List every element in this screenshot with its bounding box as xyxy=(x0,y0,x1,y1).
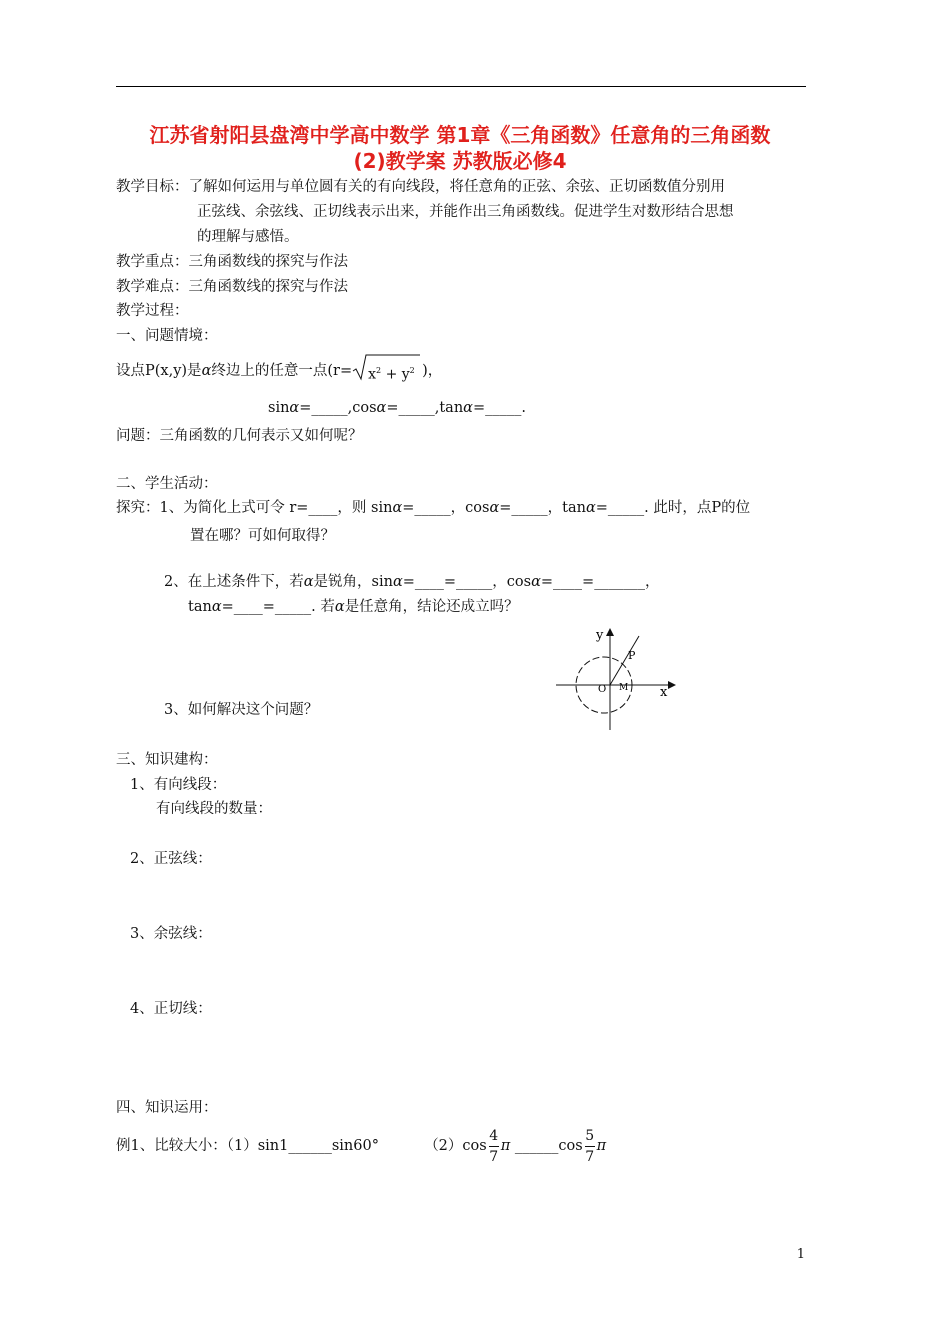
origin-label: O xyxy=(598,684,607,695)
key-point: 教学重点：三角函数线的探究与作法 xyxy=(116,254,348,270)
section3-item3: 3、余弦线： xyxy=(130,926,212,942)
header-rule xyxy=(116,86,806,87)
explore2-line2: tanα=____=_____. 若α是任意角，结论还成立吗？ xyxy=(188,599,519,615)
unit-circle-figure xyxy=(552,624,682,734)
fraction-5-7: $\frac{5}{7}$ xyxy=(585,1127,595,1165)
process-label: 教学过程： xyxy=(116,303,189,319)
section3-heading: 三、知识建构： xyxy=(116,752,218,768)
goals-line1: 教学目标：了解如何运用与单位圆有关的有向线段，将任意角的正弦、余弦、正切函数值分别用 xyxy=(116,179,725,195)
y-axis-label: y xyxy=(596,628,604,643)
point-p-label: P xyxy=(628,649,636,662)
section1-formula: sinα=_____,cosα=_____,tanα=_____. xyxy=(268,400,526,416)
example1: 例1、比较大小：（1）sin1______sin60° （2）cos $\frac{4}{7}$ π ______cos $\frac{5}{7}$ π xyxy=(116,1127,607,1165)
section1-heading: 一、问题情境： xyxy=(116,328,218,344)
section1-question: 问题：三角函数的几何表示又如何呢？ xyxy=(116,428,363,444)
doc-title-line1: 江苏省射阳县盘湾中学高中数学 第1章《三角函数》任意角的三角函数 xyxy=(149,123,771,147)
sqrt-expression: $x^2 + y^2$ xyxy=(352,357,422,385)
fraction-4-7: $\frac{4}{7}$ xyxy=(489,1127,499,1165)
explore2-line1: 2、在上述条件下，若α是锐角，sinα=____=_____，cosα=____=_______， xyxy=(164,574,660,590)
doc-title-line2: (2)教学案 苏教版必修4 xyxy=(353,149,567,173)
goals-line2: 正弦线、余弦线、正切线表示出来，并能作出三角函数线。促进学生对数形结合思想 xyxy=(197,204,734,220)
explore1-line2: 置在哪？可如何取得？ xyxy=(190,528,335,544)
section1-setup: 设点P(x,y)是α终边上的任意一点(r= $x^2 + y^2$ )， xyxy=(116,357,442,385)
section3-item4: 4、正切线： xyxy=(130,1001,212,1017)
difficulty: 教学难点：三角函数线的探究与作法 xyxy=(116,279,348,295)
explore1-line1: 探究：1、为简化上式可令 r=____，则 sinα=_____，cosα=_____，tanα=_____. 此时，点P的位 xyxy=(116,500,751,516)
point-m-label: M xyxy=(619,683,629,693)
section3-item1-sub: 有向线段的数量： xyxy=(156,801,272,817)
explore3: 3、如何解决这个问题？ xyxy=(164,702,319,718)
section3-item2: 2、正弦线： xyxy=(130,851,212,867)
goals-label: 教学目标： xyxy=(116,179,189,195)
page-number: 1 xyxy=(796,1247,805,1262)
x-axis-label: x xyxy=(660,685,668,700)
section2-heading: 二、学生活动： xyxy=(116,476,218,492)
goals-line3: 的理解与感悟。 xyxy=(197,229,299,245)
section3-item1: 1、有向线段： xyxy=(130,777,227,793)
section4-heading: 四、知识运用： xyxy=(116,1100,218,1116)
